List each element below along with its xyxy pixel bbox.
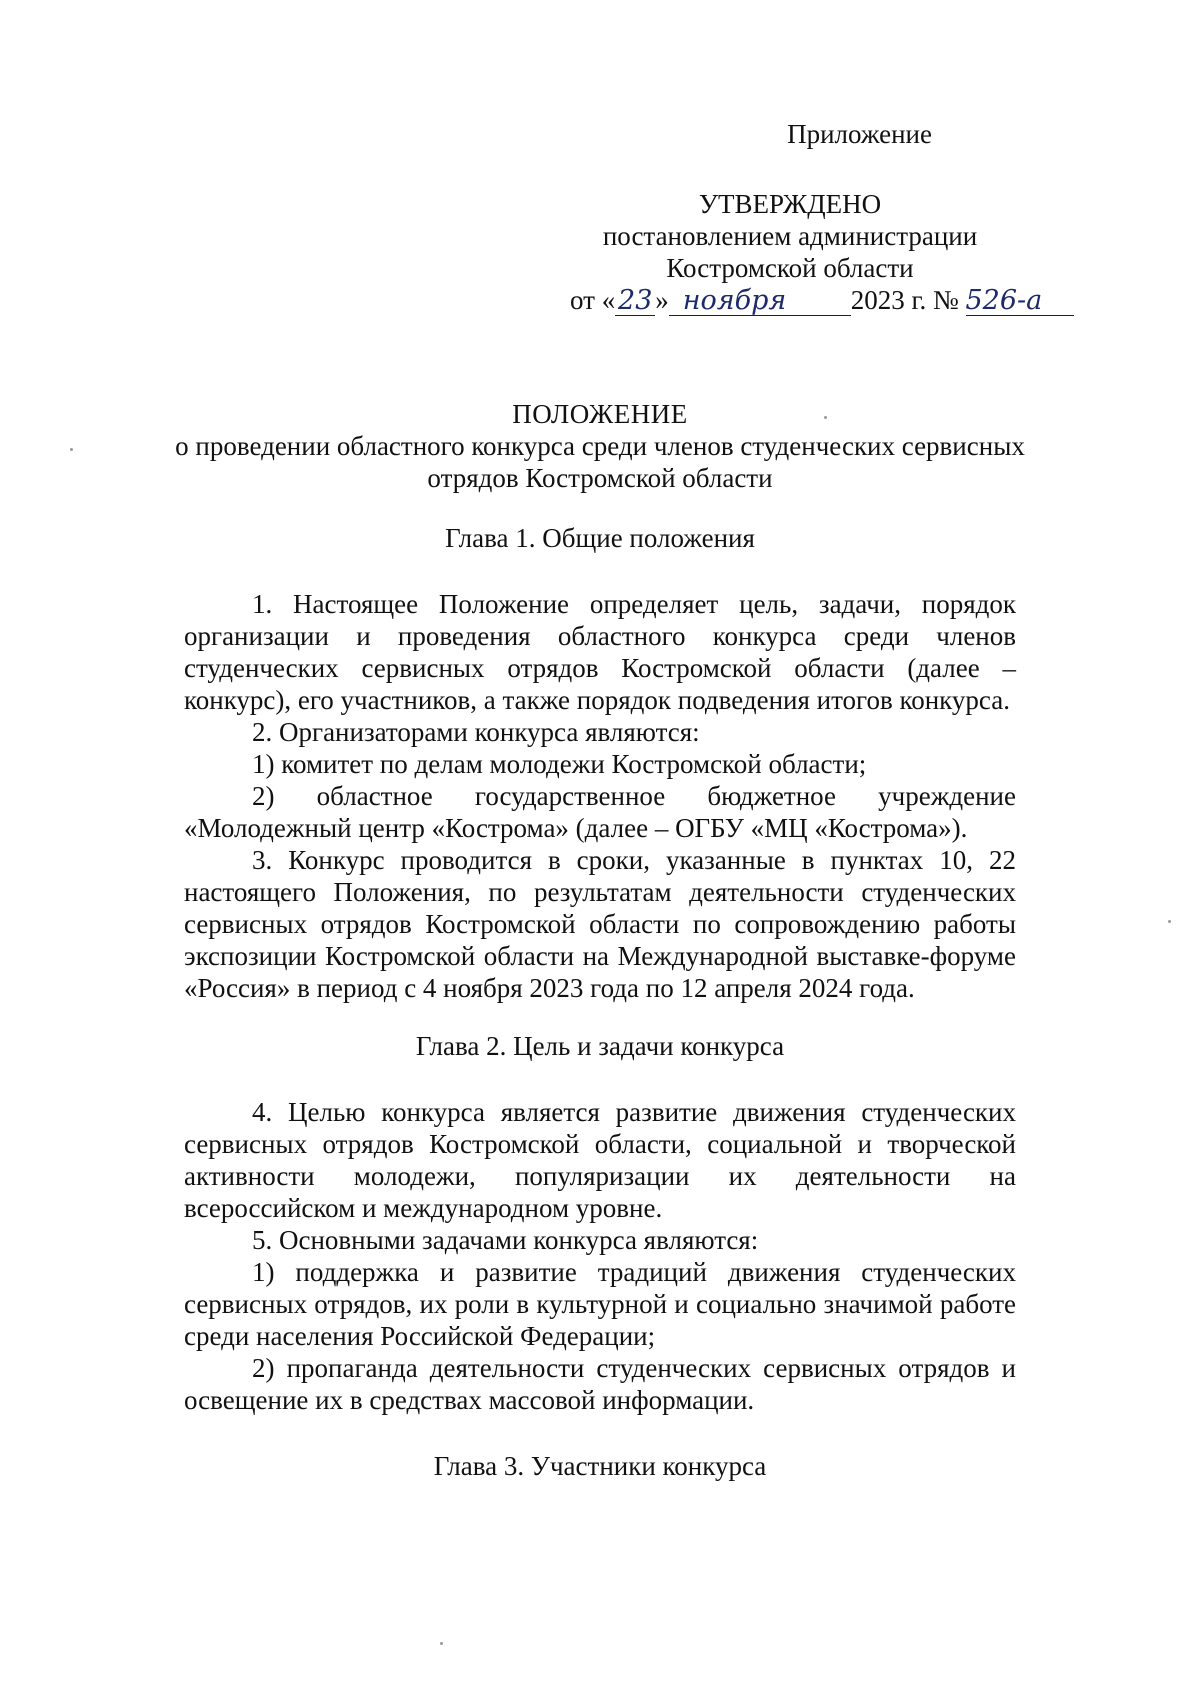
chapter-3-heading: Глава 3. Участники конкурса <box>433 1451 767 1481</box>
paragraph: 2. Организаторами конкурса являются: <box>252 717 700 747</box>
approval-date-line <box>570 284 1043 316</box>
paragraph: 1. Настоящее Положение определяет цель, задачи, порядок организации и проведения областного конкурса среди членов студенческих сервисных отрядов Костромской области (далее – конкурс), его участников, а также порядок подведения итогов конкурса. <box>184 589 1016 715</box>
scan-speck <box>824 416 827 419</box>
document-title-block <box>150 398 1050 494</box>
chapter-2-heading: Глава 2. Цель и задачи конкурса <box>415 1031 785 1061</box>
scan-speck <box>70 448 73 451</box>
date-mid: » <box>655 285 669 315</box>
list-item: 2) пропаганда деятельности студенческих сервисных отрядов и освещение их в средствах массовой информации. <box>184 1353 1016 1415</box>
scan-speck <box>1168 920 1171 923</box>
date-day-handwritten: 23 <box>615 287 655 316</box>
approved-label: УТВЕРЖДЕНО <box>698 189 882 219</box>
list-item: 2) областное государственное бюджетное учреждение «Молодежный центр «Кострома» (далее – ОГБУ «МЦ «Кострома»). <box>184 781 1016 843</box>
document-title: ПОЛОЖЕНИЕ <box>512 399 688 429</box>
list-item: 1) комитет по делам молодежи Костромской области; <box>252 749 867 779</box>
approval-region: Костромской области <box>666 253 914 283</box>
appendix-label: Приложение <box>787 119 932 149</box>
list-item: 1) поддержка и развитие традиций движения студенческих сервисных отрядов, их роли в культурной и социально значимой работе среди населения Российской Федерации; <box>184 1257 1016 1351</box>
scan-speck <box>440 1642 443 1645</box>
document-subtitle-line-1: о проведении областного конкурса среди членов студенческих сервисных <box>175 431 1025 461</box>
document-subtitle-line-2: отрядов Костромской области <box>427 463 773 493</box>
paragraph: 3. Конкурс проводится в сроки, указанные в пунктах 10, 22 настоящего Положения, по результатам деятельности студенческих сервисных отрядов Костромской области по сопровождению работы экспозиции Костромской области на Международной выставке-форуме «Россия» в период с 4 ноября 2023 года по 12 апреля 2024 года. <box>184 845 1016 1003</box>
approval-authority: постановлением администрации <box>602 221 978 251</box>
date-month-handwritten: ноября <box>669 287 851 316</box>
chapter-2-body <box>184 1096 1016 1416</box>
paragraph: 5. Основными задачами конкурса являются: <box>252 1225 759 1255</box>
document-number-handwritten: 526-а <box>966 287 1074 316</box>
chapter-1-body <box>184 588 1016 1004</box>
date-year: 2023 г. № <box>850 285 959 315</box>
chapter-1-heading: Глава 1. Общие положения <box>445 523 755 553</box>
date-prefix: от « <box>570 285 616 315</box>
approval-stamp-block <box>570 118 1043 316</box>
paragraph: 4. Целью конкурса является развитие движения студенческих сервисных отрядов Костромской области, социальной и творческой активности молодежи, популяризации их деятельности на всероссийском и международном уровне. <box>184 1097 1016 1223</box>
